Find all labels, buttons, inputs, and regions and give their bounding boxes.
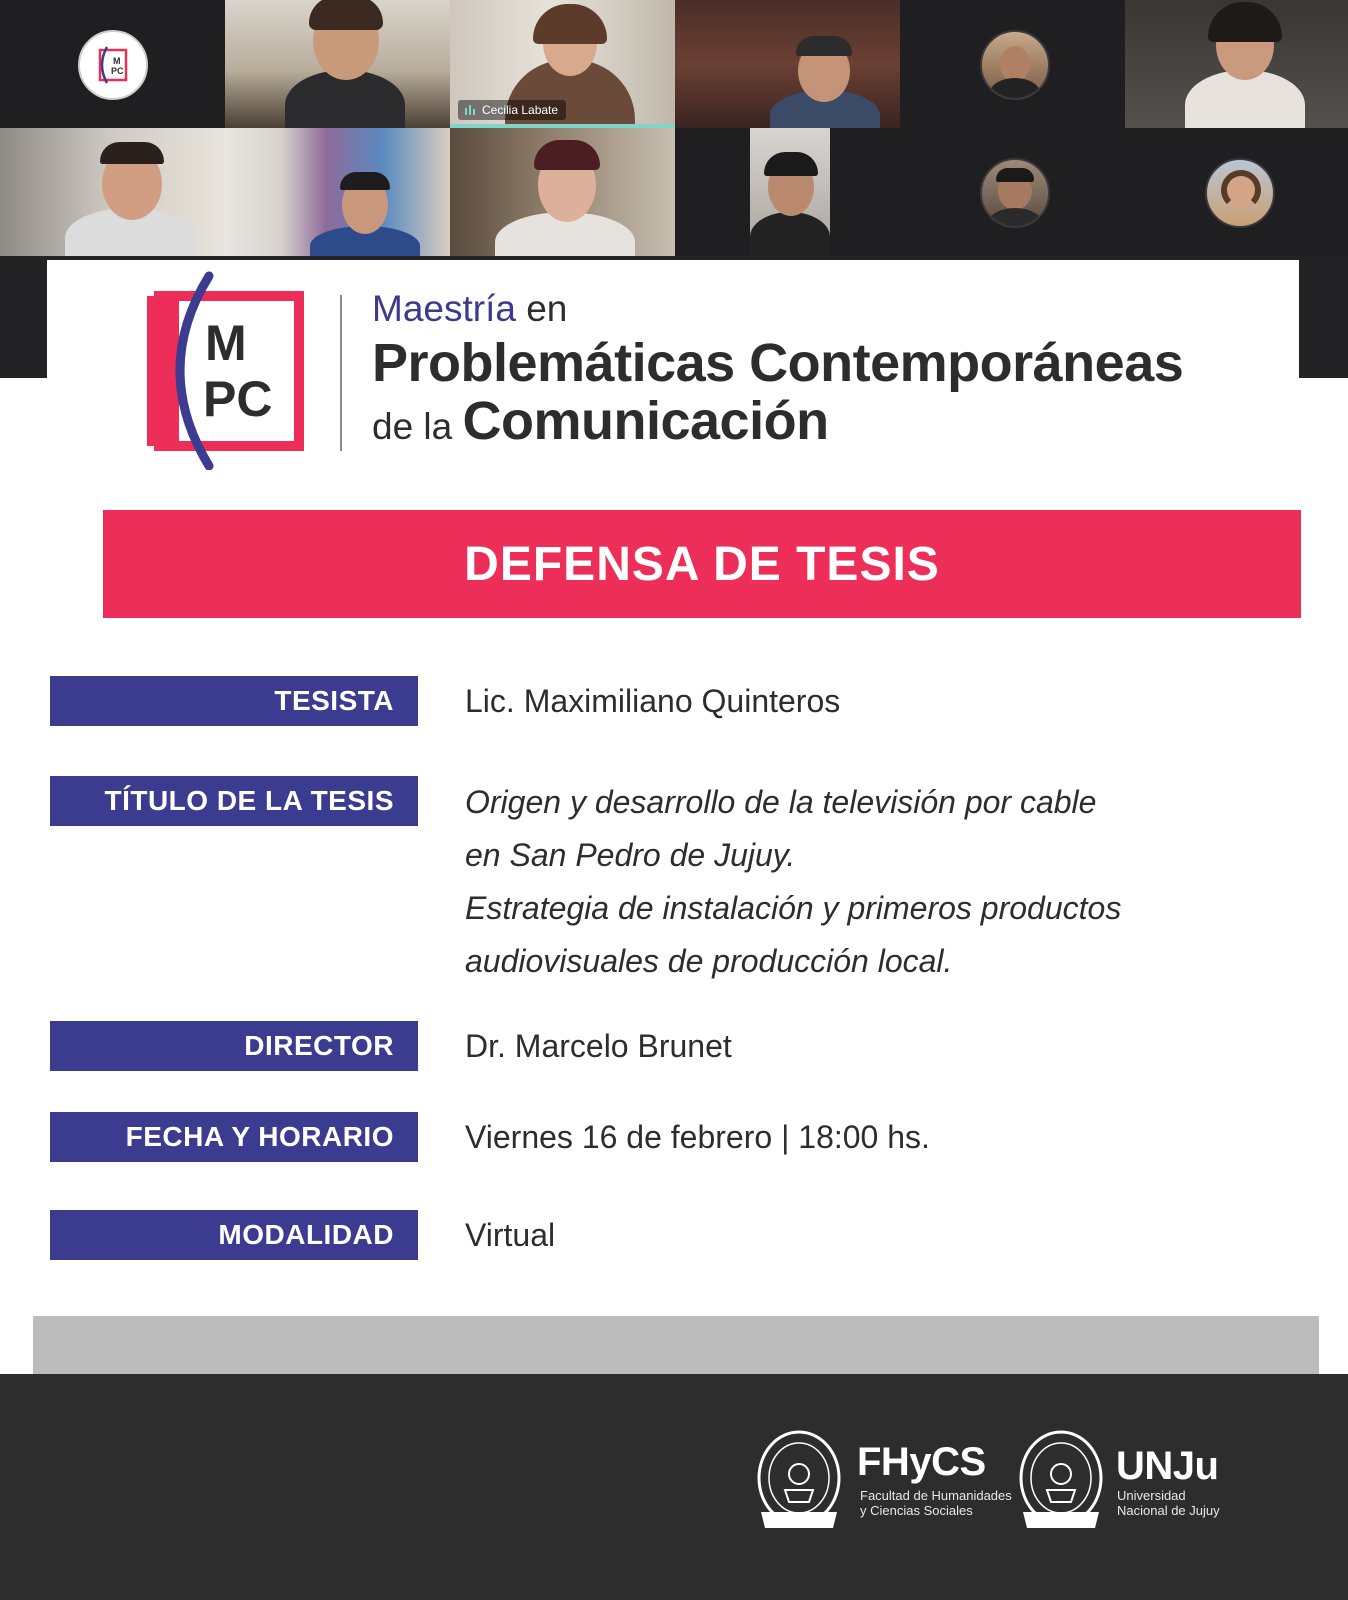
program-title-line-2: Problemáticas Contemporáneas (372, 333, 1184, 393)
director-value: Dr. Marcelo Brunet (465, 1028, 732, 1064)
unju-subtitle-line-2: Nacional de Jujuy (1117, 1503, 1220, 1518)
fhycs-subtitle-line-2: y Ciencias Sociales (860, 1503, 973, 1518)
participant-name: Cecilia Labate (482, 103, 559, 117)
fhycs-name: FHyCS (857, 1440, 986, 1484)
mpc-logo-icon (80, 32, 146, 98)
video-tile-participant-1[interactable] (225, 0, 450, 128)
tesista-label: TESISTA (50, 676, 418, 726)
video-tile-participant-6[interactable] (0, 128, 225, 256)
program-title-en: en (526, 288, 568, 329)
participant-figure (60, 138, 200, 256)
program-title-maestria: Maestría (372, 288, 516, 329)
titulo-line-3: Estrategia de instalación y primeros productos (465, 890, 1122, 926)
unju-subtitle-line-1: Universidad (1117, 1488, 1186, 1503)
program-header (47, 260, 1299, 490)
titulo-line-1: Origen y desarrollo de la televisión por cable (465, 784, 1097, 820)
video-tile-participant-5[interactable] (1125, 0, 1348, 128)
video-tile-participant-4[interactable] (900, 0, 1125, 128)
footer-separator-band (33, 1316, 1319, 1374)
titulo-label: TÍTULO DE LA TESIS (50, 776, 418, 826)
tesista-value: Lic. Maximiliano Quinteros (465, 683, 841, 719)
director-label: DIRECTOR (50, 1021, 418, 1071)
mpc-program-logo (147, 270, 317, 470)
video-tile-mpc-logo[interactable] (0, 0, 225, 128)
mpc-avatar (78, 30, 148, 100)
modalidad-value: Virtual (465, 1217, 556, 1253)
titulo-line-2: en San Pedro de Jujuy. (465, 837, 796, 873)
participant-figure (490, 138, 640, 256)
program-title-line-1 (372, 288, 567, 330)
video-tile-participant-3[interactable] (675, 0, 900, 128)
fhycs-subtitle-line-1: Facultad de Humanidades (860, 1488, 1012, 1503)
video-tile-participant-8[interactable] (450, 128, 675, 256)
participant-avatar (980, 30, 1050, 100)
program-title-prefix: de la (372, 406, 453, 447)
fhycs-seal-icon (755, 1428, 843, 1536)
participant-figure (310, 168, 420, 256)
fhycs-subtitle (860, 1488, 1012, 1518)
participant-avatar (980, 158, 1050, 228)
event-title: DEFENSA DE TESIS (464, 537, 940, 591)
program-title-line-3 (372, 390, 829, 452)
participant-figure (1180, 0, 1310, 128)
unju-seal-icon (1017, 1428, 1105, 1536)
audio-level-icon (465, 105, 477, 115)
participant-figure (750, 148, 830, 256)
participant-avatar (1205, 158, 1275, 228)
svg-text:PC: PC (111, 66, 124, 76)
titulo-value (465, 776, 1325, 988)
titulo-line-4: audiovisuales de producción local. (465, 943, 953, 979)
unju-subtitle (1117, 1488, 1220, 1518)
participant-figure (770, 30, 880, 128)
video-tile-participant-11[interactable] (1125, 128, 1348, 256)
footer (0, 1374, 1348, 1600)
program-title-comunicacion: Comunicación (462, 391, 829, 451)
event-banner (103, 510, 1301, 618)
svg-text:M: M (113, 56, 121, 66)
fecha-label: FECHA Y HORARIO (50, 1112, 418, 1162)
logo-letters-top: M (205, 315, 247, 371)
unju-name: UNJu (1116, 1444, 1219, 1488)
participant-name-tag (458, 100, 566, 120)
video-tile-participant-7[interactable] (225, 128, 450, 256)
video-tile-participant-9[interactable] (675, 128, 900, 256)
header-divider (340, 295, 342, 451)
logo-letters-bottom: PC (203, 371, 273, 427)
participant-figure (275, 0, 415, 128)
video-tile-cecilia-labate[interactable] (450, 0, 675, 128)
video-tile-participant-10[interactable] (900, 128, 1125, 256)
fecha-value: Viernes 16 de febrero | 18:00 hs. (465, 1119, 930, 1155)
modalidad-label: MODALIDAD (50, 1210, 418, 1260)
